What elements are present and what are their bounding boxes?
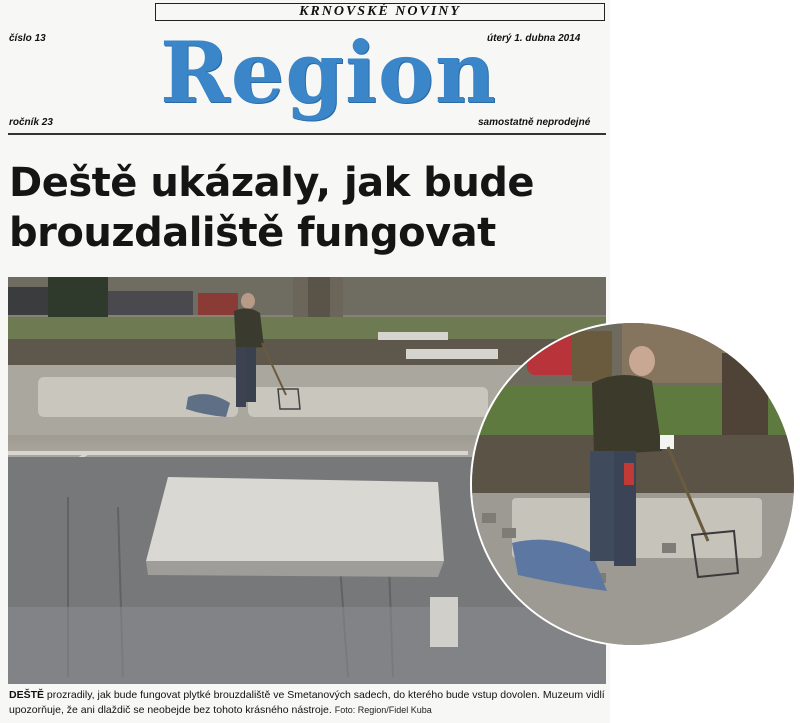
volume-number: ročník 23 (9, 117, 53, 128)
issue-date: úterý 1. dubna 2014 (487, 33, 581, 44)
detail-photo-circle (470, 321, 796, 647)
issue-number: číslo 13 (9, 33, 46, 44)
masthead-logo: Region (160, 23, 497, 122)
headline-line-2: brouzdaliště fungovat (9, 210, 496, 256)
photo-credit: Foto: Region/Fidel Kuba (334, 705, 432, 715)
headline-line-1: Deště ukázaly, jak bude (9, 160, 535, 206)
photo-caption (9, 688, 609, 718)
caption-lead: DEŠTĚ (9, 689, 45, 701)
masthead-rule (8, 133, 606, 135)
not-for-sale-note: samostatně neprodejné (478, 117, 591, 128)
newspaper-name: KRNOVSKÉ NOVINY (155, 3, 605, 21)
article-headline (9, 158, 607, 258)
caption-text: prozradily, jak bude fungovat plytké brouzdaliště ve Smetanových sadech, do kterého bude vstup dovolen. Muzeum vidlí upozorňuje, že ani dlaždič se neobejde bez tohoto krásného nástroje. (9, 689, 605, 716)
